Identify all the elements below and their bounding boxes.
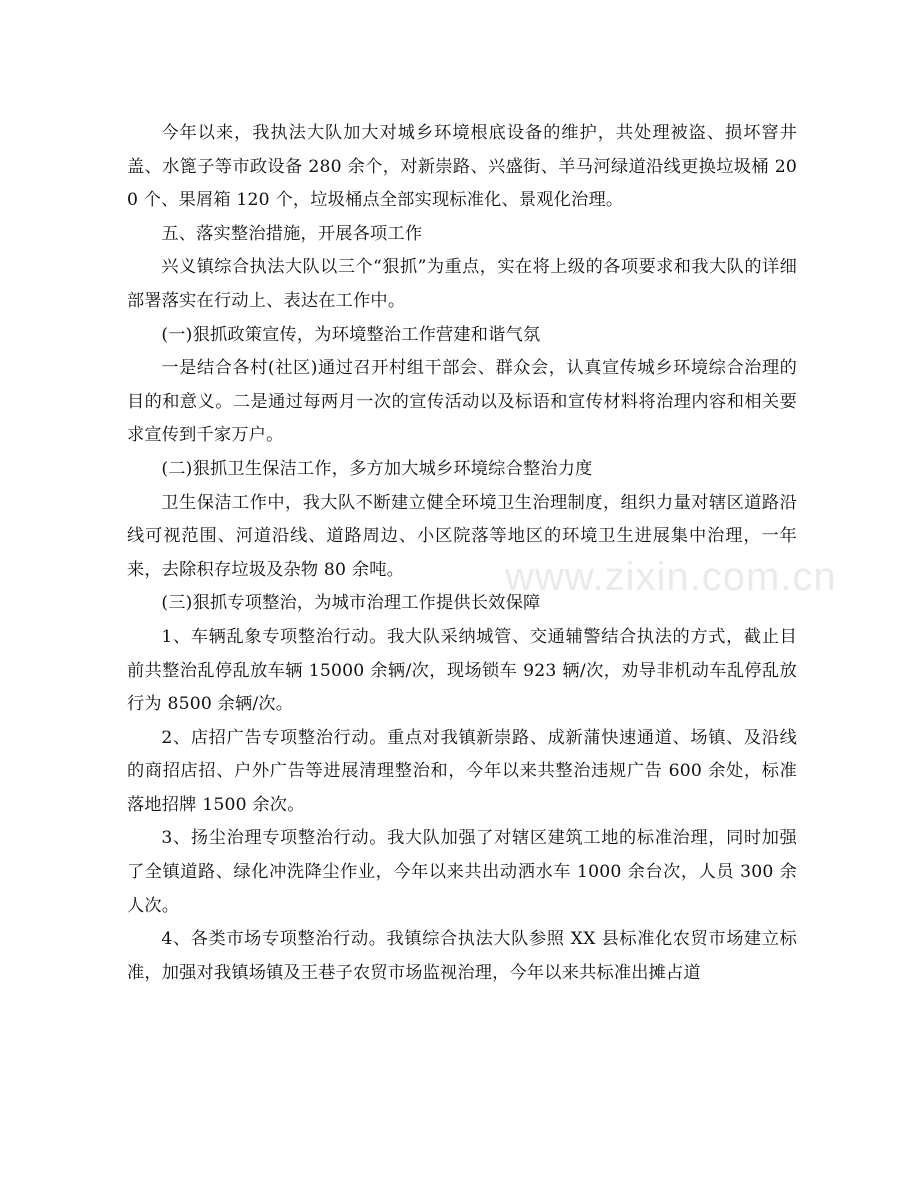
paragraph-policy-publicity: 一是结合各村(社区)通过召开村组干部会、群众会，认真宣传城乡环境综合治理的目的和意义。二是通过每两月一次的宣传活动以及标语和宣传材料将治理内容和相关要求宣传到千家万户。 <box>127 358 797 446</box>
subheading-special-rectification: (三)狠抓专项整治，为城市治理工作提供长效保障 <box>161 593 541 614</box>
document-body <box>127 117 797 990</box>
paragraph-vehicle-rectification: 1、车辆乱象专项整治行动。我大队采纳城管、交通辅警结合执法的方式，截止目前共整治乱停乱放车辆 15000 余辆/次，现场锁车 923 辆/次，劝导非机动车乱停乱放行为 8500 余辆/次。 <box>127 626 797 715</box>
paragraph-signage-rectification: 2、店招广告专项整治行动。重点对我镇新崇路、成新蒲快速通道、场镇、及沿线的商招店招、户外广告等进展清理整治和，今年以来共整治违规广告 600 余处，标准落地招牌 1500 余次。 <box>127 727 797 815</box>
subheading-sanitation: (二)狠抓卫生保洁工作，多方加大城乡环境综合整治力度 <box>161 458 593 479</box>
paragraph-three-focus: 兴义镇综合执法大队以三个“狠抓”为重点，实在将上级的各项要求和我大队的详细部署落实在行动上、表达在工作中。 <box>127 257 797 311</box>
subheading-policy-publicity: (一)狠抓政策宣传，为环境整治工作营建和谐气氛 <box>161 324 541 345</box>
paragraph-infrastructure-maintenance: 今年以来，我执法大队加大对城乡环境根底设备的维护，共处理被盗、损坏窨井盖、水篦子等市政设备 280 余个，对新崇路、兴盛街、羊马河绿道沿线更换垃圾桶 200 个、果屑箱 120 个，垃圾桶点全部实现标准化、景观化治理。 <box>127 123 797 211</box>
paragraph-market-rectification: 4、各类市场专项整治行动。我镇综合执法大队参照 XX 县标准化农贸市场建立标准，加强对我镇场镇及王巷子农贸市场监视治理，今年以来共标准出摊占道 <box>127 929 797 983</box>
paragraph-sanitation: 卫生保洁工作中，我大队不断建立健全环境卫生治理制度，组织力量对辖区道路沿线可视范围、河道沿线、道路周边、小区院落等地区的环境卫生进展集中治理，一年来，去除积存垃圾及杂物 80 余吨。 <box>127 492 797 580</box>
section-heading-five: 五、落实整治措施，开展各项工作 <box>161 223 423 244</box>
watermark-text: www.zixin.com.cn <box>505 555 837 599</box>
paragraph-dust-control: 3、扬尘治理专项整治行动。我大队加强了对辖区建筑工地的标准治理，同时加强了全镇道路、绿化冲洗降尘作业，今年以来共出动洒水车 1000 余台次，人员 300 余人次。 <box>127 828 797 916</box>
